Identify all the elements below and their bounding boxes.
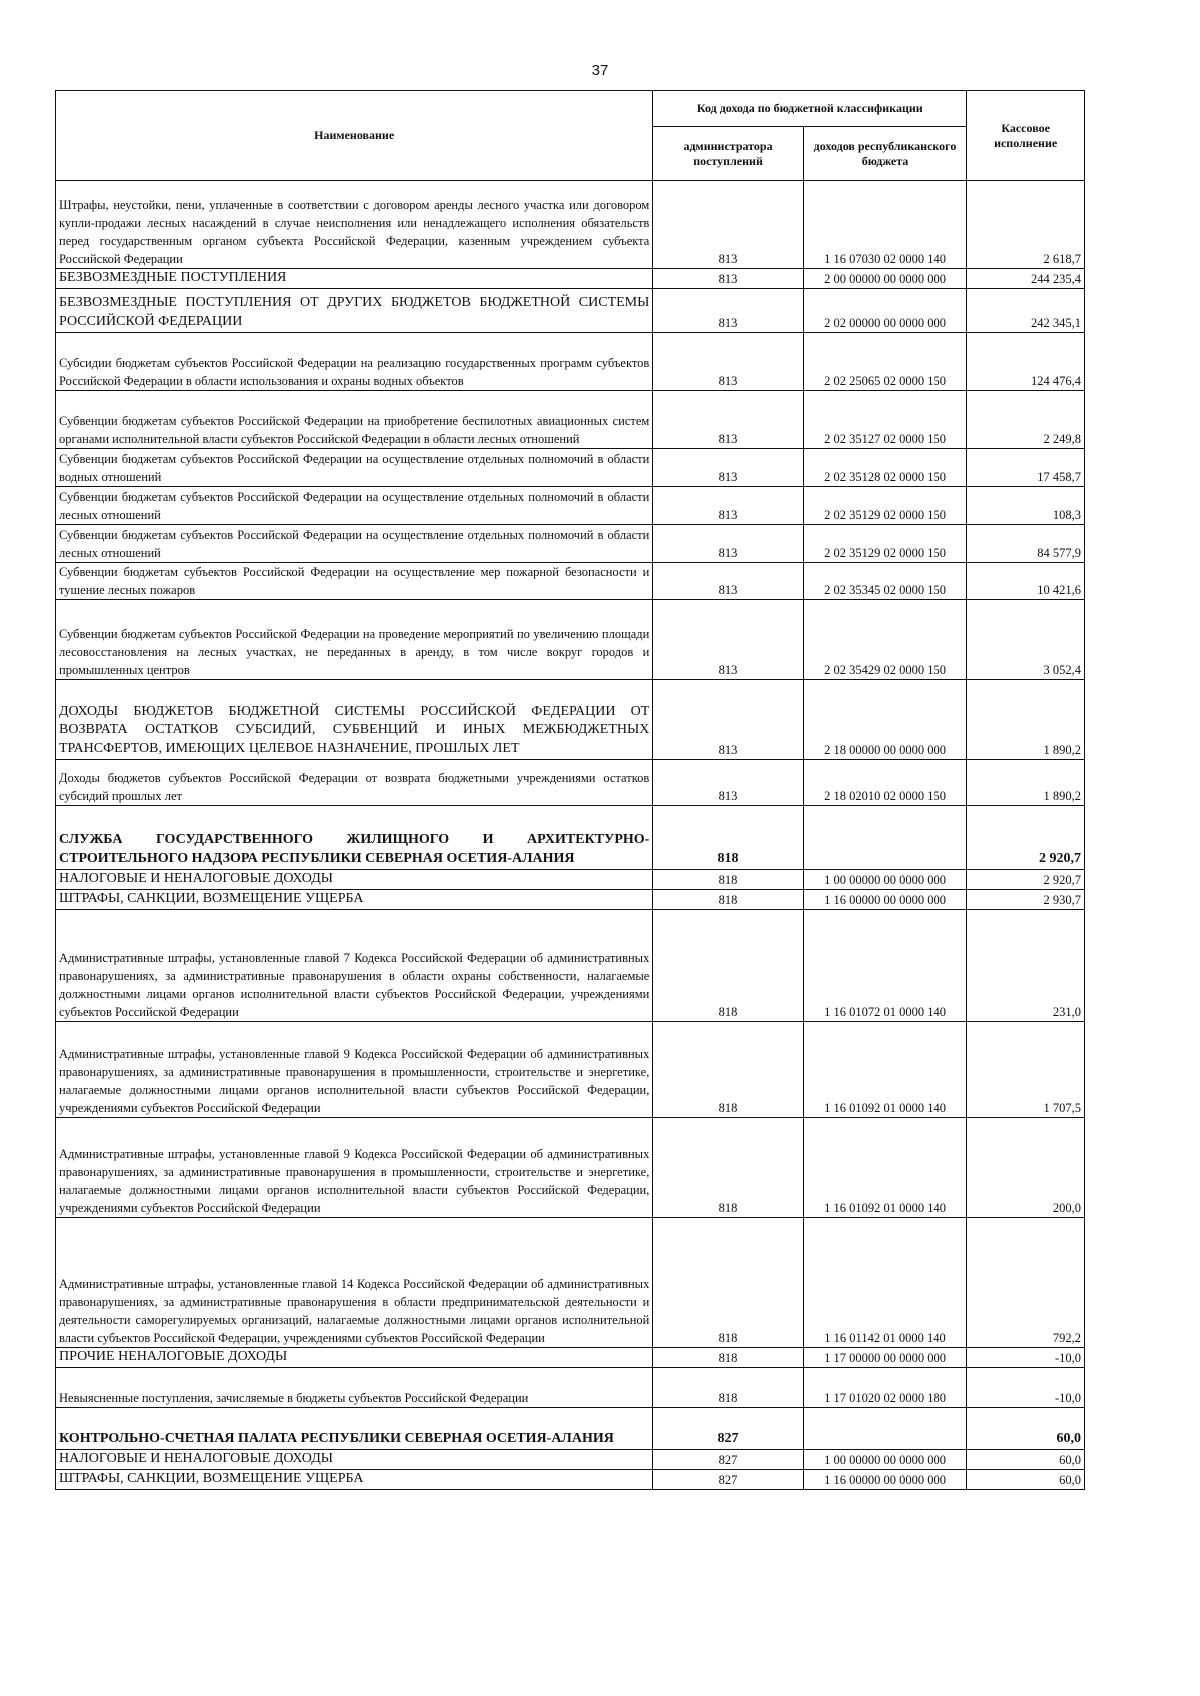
row-name: НАЛОГОВЫЕ И НЕНАЛОГОВЫЕ ДОХОДЫ (56, 1450, 653, 1470)
row-income-code: 2 18 02010 02 0000 150 (803, 760, 967, 806)
row-name: Административные штрафы, установленные главой 14 Кодекса Российской Федерации об административных правонарушениях, за административные правонарушения в области предпринимательской деятельности и деятельности саморегулируемых организаций, налагаемые должностными лицами органов исполнительной власти субъектов Российской Федерации, учреждениями субъектов Российской Федерации (56, 1218, 653, 1348)
row-name: Доходы бюджетов субъектов Российской Федерации от возврата бюджетными учреждениями остатков субсидий прошлых лет (56, 760, 653, 806)
row-admin-code: 818 (653, 890, 803, 910)
row-name: БЕЗВОЗМЕЗДНЫЕ ПОСТУПЛЕНИЯ (56, 269, 653, 289)
row-admin-code: 818 (653, 1022, 803, 1118)
table-row (56, 910, 1085, 1022)
table-row (56, 600, 1085, 680)
row-admin-code: 818 (653, 1348, 803, 1368)
row-admin-code: 813 (653, 487, 803, 525)
row-income-code: 1 00 00000 00 0000 000 (803, 1450, 967, 1470)
table-row (56, 1470, 1085, 1490)
row-amount: 242 345,1 (967, 289, 1085, 333)
row-amount: 60,0 (967, 1470, 1085, 1490)
row-name: Субвенции бюджетам субъектов Российской Федерации на проведение мероприятий по увеличению площади лесовосстановления на лесных участках, не переданных в аренду, в том числе вокруг городов и промышленных центров (56, 600, 653, 680)
row-income-code: 2 02 35127 02 0000 150 (803, 391, 967, 449)
header-cash-execution: Кассовое исполнение (967, 91, 1085, 181)
row-income-code: 1 00 00000 00 0000 000 (803, 870, 967, 890)
row-name: СЛУЖБА ГОСУДАРСТВЕННОГО ЖИЛИЩНОГО И АРХИТЕКТУРНО-СТРОИТЕЛЬНОГО НАДЗОРА РЕСПУБЛИКИ СЕВЕРНАЯ ОСЕТИЯ-АЛАНИЯ (56, 806, 653, 870)
row-amount: 60,0 (967, 1408, 1085, 1450)
row-income-code: 2 00 00000 00 0000 000 (803, 269, 967, 289)
row-amount: 1 890,2 (967, 680, 1085, 760)
row-admin-code: 827 (653, 1450, 803, 1470)
row-income-code: 1 16 07030 02 0000 140 (803, 181, 967, 269)
row-income-code: 1 17 01020 02 0000 180 (803, 1368, 967, 1408)
row-name: ШТРАФЫ, САНКЦИИ, ВОЗМЕЩЕНИЕ УЩЕРБА (56, 1470, 653, 1490)
row-name: БЕЗВОЗМЕЗДНЫЕ ПОСТУПЛЕНИЯ ОТ ДРУГИХ БЮДЖЕТОВ БЮДЖЕТНОЙ СИСТЕМЫ РОССИЙСКОЙ ФЕДЕРАЦИИ (56, 289, 653, 333)
row-name: Субвенции бюджетам субъектов Российской Федерации на осуществление отдельных полномочий в области водных отношений (56, 449, 653, 487)
table-row (56, 487, 1085, 525)
table-row (56, 391, 1085, 449)
table-row (56, 1118, 1085, 1218)
table-row (56, 181, 1085, 269)
table-row (56, 806, 1085, 870)
row-admin-code: 813 (653, 181, 803, 269)
table-row (56, 760, 1085, 806)
row-income-code: 1 16 00000 00 0000 000 (803, 890, 967, 910)
row-admin-code: 818 (653, 1118, 803, 1218)
row-amount: 3 052,4 (967, 600, 1085, 680)
row-amount: 231,0 (967, 910, 1085, 1022)
row-amount: 2 930,7 (967, 890, 1085, 910)
row-name: Субвенции бюджетам субъектов Российской Федерации на осуществление мер пожарной безопасности и тушение лесных пожаров (56, 563, 653, 600)
row-admin-code: 813 (653, 600, 803, 680)
table-row (56, 269, 1085, 289)
row-amount: 2 618,7 (967, 181, 1085, 269)
row-name: КОНТРОЛЬНО-СЧЕТНАЯ ПАЛАТА РЕСПУБЛИКИ СЕВЕРНАЯ ОСЕТИЯ-АЛАНИЯ (56, 1408, 653, 1450)
row-income-code: 2 02 35128 02 0000 150 (803, 449, 967, 487)
table-row (56, 890, 1085, 910)
table-row (56, 289, 1085, 333)
row-amount: 60,0 (967, 1450, 1085, 1470)
row-admin-code: 813 (653, 269, 803, 289)
page-number: 37 (591, 62, 609, 79)
table-row (56, 1022, 1085, 1118)
row-admin-code: 813 (653, 391, 803, 449)
row-admin-code: 813 (653, 760, 803, 806)
table-row (56, 563, 1085, 600)
row-income-code: 2 02 35345 02 0000 150 (803, 563, 967, 600)
row-income-code: 1 16 01092 01 0000 140 (803, 1118, 967, 1218)
row-admin-code: 813 (653, 680, 803, 760)
row-amount: 108,3 (967, 487, 1085, 525)
row-admin-code: 827 (653, 1470, 803, 1490)
header-income: доходов республиканского бюджета (803, 127, 967, 181)
row-amount: 2 249,8 (967, 391, 1085, 449)
row-name: Субвенции бюджетам субъектов Российской Федерации на осуществление отдельных полномочий в области лесных отношений (56, 487, 653, 525)
row-name: Субсидии бюджетам субъектов Российской Федерации на реализацию государственных программ субъектов Российской Федерации в области использования и охраны водных объектов (56, 333, 653, 391)
row-admin-code: 813 (653, 525, 803, 563)
row-admin-code: 818 (653, 870, 803, 890)
header-code-group: Код дохода по бюджетной классификации (653, 91, 967, 127)
table-row (56, 1368, 1085, 1408)
row-amount: 1 890,2 (967, 760, 1085, 806)
row-amount: 84 577,9 (967, 525, 1085, 563)
row-admin-code: 813 (653, 289, 803, 333)
revenue-table (55, 90, 1085, 1490)
row-income-code: 1 17 00000 00 0000 000 (803, 1348, 967, 1368)
row-name: ДОХОДЫ БЮДЖЕТОВ БЮДЖЕТНОЙ СИСТЕМЫ РОССИЙСКОЙ ФЕДЕРАЦИИ ОТ ВОЗВРАТА ОСТАТКОВ СУБСИДИЙ, СУБВЕНЦИЙ И ИНЫХ МЕЖБЮДЖЕТНЫХ ТРАНСФЕРТОВ, ИМЕЮЩИХ ЦЕЛЕВОЕ НАЗНАЧЕНИЕ, ПРОШЛЫХ ЛЕТ (56, 680, 653, 760)
row-amount: 2 920,7 (967, 806, 1085, 870)
row-name: Субвенции бюджетам субъектов Российской Федерации на приобретение беспилотных авиационных систем органами исполнительной власти субъектов Российской Федерации в области лесных отношений (56, 391, 653, 449)
row-admin-code: 818 (653, 1368, 803, 1408)
row-income-code: 2 18 00000 00 0000 000 (803, 680, 967, 760)
row-name: НАЛОГОВЫЕ И НЕНАЛОГОВЫЕ ДОХОДЫ (56, 870, 653, 890)
row-amount: 1 707,5 (967, 1022, 1085, 1118)
table-row (56, 1408, 1085, 1450)
header-name: Наименование (56, 91, 653, 181)
table-row (56, 1218, 1085, 1348)
table-row (56, 1348, 1085, 1368)
row-admin-code: 818 (653, 806, 803, 870)
row-admin-code: 813 (653, 333, 803, 391)
row-admin-code: 818 (653, 1218, 803, 1348)
row-name: Штрафы, неустойки, пени, уплаченные в соответствии с договором аренды лесного участка или договором купли-продажи лесных насаждений в случае неисполнения или ненадлежащего исполнения обязательств перед государственным органом субъекта Российской Федерации, казенным учреждением субъекта Российской Федерации (56, 181, 653, 269)
table-row (56, 449, 1085, 487)
table-row (56, 525, 1085, 563)
row-name: ШТРАФЫ, САНКЦИИ, ВОЗМЕЩЕНИЕ УЩЕРБА (56, 890, 653, 910)
row-income-code: 1 16 01142 01 0000 140 (803, 1218, 967, 1348)
row-amount: 200,0 (967, 1118, 1085, 1218)
table-row (56, 870, 1085, 890)
row-amount: 17 458,7 (967, 449, 1085, 487)
row-income-code (803, 1408, 967, 1450)
row-name: Административные штрафы, установленные главой 7 Кодекса Российской Федерации об административных правонарушениях, за административные правонарушения в области охраны собственности, налагаемые должностными лицами органов исполнительной власти субъектов Российской Федерации, учреждениями субъектов Российской Федерации (56, 910, 653, 1022)
row-amount: 792,2 (967, 1218, 1085, 1348)
row-name: Административные штрафы, установленные главой 9 Кодекса Российской Федерации об административных правонарушениях, за административные правонарушения в промышленности, строительстве и энергетике, налагаемые должностными лицами органов исполнительной власти субъектов Российской Федерации, учреждениями субъектов Российской Федерации (56, 1022, 653, 1118)
row-amount: -10,0 (967, 1368, 1085, 1408)
row-amount: 10 421,6 (967, 563, 1085, 600)
row-income-code: 2 02 35429 02 0000 150 (803, 600, 967, 680)
row-admin-code: 818 (653, 910, 803, 1022)
row-income-code: 2 02 35129 02 0000 150 (803, 487, 967, 525)
row-name: ПРОЧИЕ НЕНАЛОГОВЫЕ ДОХОДЫ (56, 1348, 653, 1368)
row-amount: -10,0 (967, 1348, 1085, 1368)
row-admin-code: 813 (653, 449, 803, 487)
row-income-code: 1 16 01092 01 0000 140 (803, 1022, 967, 1118)
row-income-code: 2 02 35129 02 0000 150 (803, 525, 967, 563)
row-income-code: 2 02 25065 02 0000 150 (803, 333, 967, 391)
row-income-code: 1 16 01072 01 0000 140 (803, 910, 967, 1022)
header-admin: администратора поступлений (653, 127, 803, 181)
table-row (56, 1450, 1085, 1470)
row-amount: 244 235,4 (967, 269, 1085, 289)
row-name: Невыясненные поступления, зачисляемые в бюджеты субъектов Российской Федерации (56, 1368, 653, 1408)
row-income-code: 2 02 00000 00 0000 000 (803, 289, 967, 333)
row-name: Субвенции бюджетам субъектов Российской Федерации на осуществление отдельных полномочий в области лесных отношений (56, 525, 653, 563)
row-name: Административные штрафы, установленные главой 9 Кодекса Российской Федерации об административных правонарушениях, за административные правонарушения в промышленности, строительстве и энергетике, налагаемые должностными лицами органов исполнительной власти субъектов Российской Федерации, учреждениями субъектов Российской Федерации (56, 1118, 653, 1218)
row-amount: 2 920,7 (967, 870, 1085, 890)
table-row (56, 333, 1085, 391)
row-admin-code: 813 (653, 563, 803, 600)
row-income-code: 1 16 00000 00 0000 000 (803, 1470, 967, 1490)
table-row (56, 680, 1085, 760)
row-income-code (803, 806, 967, 870)
row-amount: 124 476,4 (967, 333, 1085, 391)
row-admin-code: 827 (653, 1408, 803, 1450)
